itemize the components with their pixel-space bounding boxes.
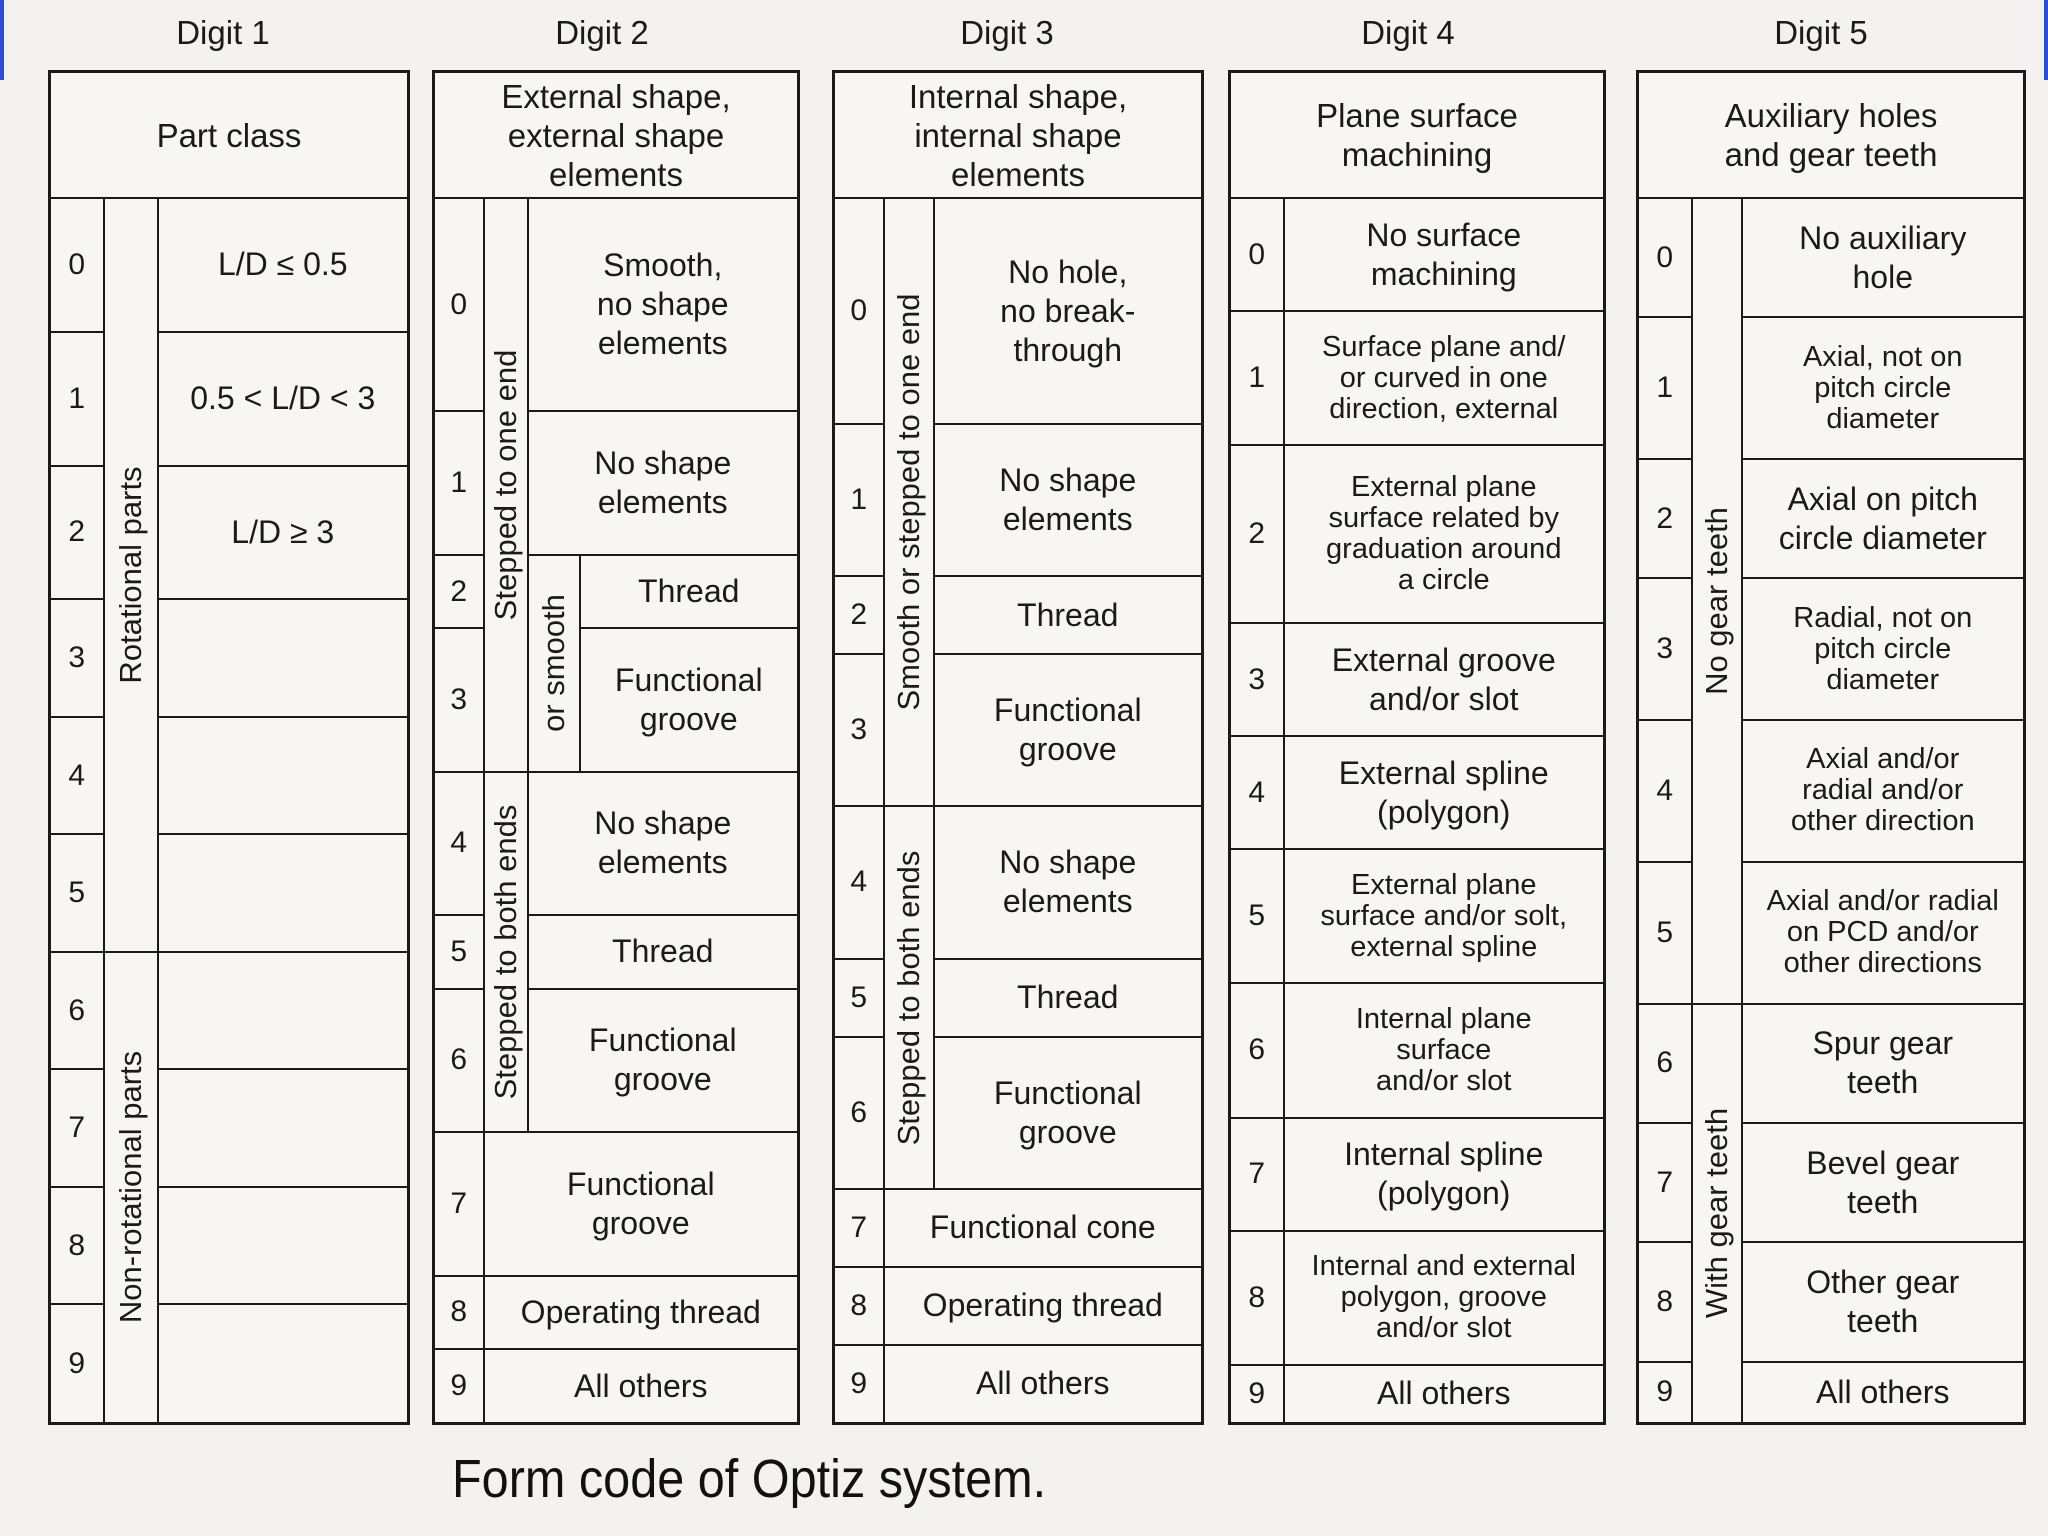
digit-5-cell: Spur gear teeth [1742, 1004, 2025, 1123]
digit-2-cell: Functional groove [580, 628, 799, 771]
digit-5-num: 1 [1638, 317, 1692, 459]
digit-3-num: 8 [834, 1267, 884, 1345]
digit-3-cell: No hole, no break- through [934, 198, 1203, 424]
digit-1-num: 9 [50, 1304, 104, 1423]
digit-1-cell: L/D ≥ 3 [158, 466, 409, 600]
digit-2-num: 0 [434, 198, 484, 411]
digit-5-cell: Axial and/or radial and/or other direction [1742, 720, 2025, 862]
digit-3-header: Internal shape, internal shape elements [834, 72, 1203, 199]
digit-4-header: Plane surface machining [1230, 72, 1605, 199]
digit-4-num: 2 [1230, 445, 1284, 623]
digit-5-num: 2 [1638, 459, 1692, 578]
digit-5-num: 6 [1638, 1004, 1692, 1123]
digit-2-cell: Functional groove [528, 989, 799, 1132]
digit-2-num: 9 [434, 1349, 484, 1423]
digit-3-cell: Functional cone [884, 1189, 1203, 1267]
digit-3-num: 6 [834, 1037, 884, 1189]
digit-4-num: 4 [1230, 736, 1284, 849]
digit-1-num: 4 [50, 717, 104, 834]
digit-5-table [1636, 70, 2026, 1425]
digit-5-header: Auxiliary holes and gear teeth [1638, 72, 2025, 199]
smooth-or-stepped-label: Smooth or stepped to one end [884, 198, 934, 806]
digit-2-cell: No shape elements [528, 411, 799, 554]
digit-5-cell: No auxiliary hole [1742, 198, 2025, 317]
digit-2-cell: Functional groove [484, 1132, 799, 1275]
digit-5-cell: Radial, not on pitch circle diameter [1742, 578, 2025, 720]
digit-5-num: 7 [1638, 1123, 1692, 1242]
digit-4-cell: All others [1284, 1365, 1605, 1424]
digit-2-num: 8 [434, 1276, 484, 1350]
digit-3-cell: All others [884, 1345, 1203, 1424]
digit-1-num: 2 [50, 466, 104, 600]
digit-1-cell: L/D ≤ 0.5 [158, 198, 409, 332]
digit-1-cell [158, 1304, 409, 1423]
digit-4-num: 0 [1230, 198, 1284, 311]
digit-2-num: 6 [434, 989, 484, 1132]
digit-5-title: Digit 5 [1774, 14, 1868, 51]
digit-3-num: 9 [834, 1345, 884, 1424]
digit-5-cell: Bevel gear teeth [1742, 1123, 2025, 1242]
digit-4-table [1228, 70, 1606, 1425]
non-rotational-parts-label: Non-rotational parts [104, 952, 158, 1424]
digit-4-num: 6 [1230, 983, 1284, 1117]
digit-4-num: 7 [1230, 1118, 1284, 1231]
rotational-parts-label: Rotational parts [104, 198, 158, 952]
stepped-both-ends-label: Stepped to both ends [884, 806, 934, 1188]
digit-3-num: 5 [834, 959, 884, 1037]
digit-1-cell [158, 834, 409, 951]
digit-1-header: Part class [50, 72, 409, 199]
digit-5-cell: All others [1742, 1362, 2025, 1424]
digit-4-num: 9 [1230, 1365, 1284, 1424]
digit-2-num: 7 [434, 1132, 484, 1275]
digit-1-cell: 0.5 < L/D < 3 [158, 332, 409, 466]
digit-1-title: Digit 1 [176, 14, 270, 51]
digit-3-cell: Thread [934, 959, 1203, 1037]
digit-1-num: 3 [50, 599, 104, 716]
stepped-both-ends-label: Stepped to both ends [484, 772, 528, 1132]
digit-3-num: 7 [834, 1189, 884, 1267]
digit-4-cell: Internal and external polygon, groove and/or slot [1284, 1231, 1605, 1365]
digit-2-cell: No shape elements [528, 772, 799, 915]
digit-2-num: 2 [434, 555, 484, 629]
digit-4-cell: External groove and/or slot [1284, 623, 1605, 736]
digit-4-cell: External plane surface and/or solt, external spline [1284, 849, 1605, 983]
digit-5-cell: Axial, not on pitch circle diameter [1742, 317, 2025, 459]
digit-2-cell: All others [484, 1349, 799, 1423]
digit-3-num: 0 [834, 198, 884, 424]
digit-4-num: 8 [1230, 1231, 1284, 1365]
digit-4-cell: External plane surface related by graduation around a circle [1284, 445, 1605, 623]
digit-4-cell: External spline (polygon) [1284, 736, 1605, 849]
digit-2-cell: Smooth, no shape elements [528, 198, 799, 411]
digit-4-cell: No surface machining [1284, 198, 1605, 311]
digit-5-num: 3 [1638, 578, 1692, 720]
digit-1-num: 6 [50, 952, 104, 1069]
digit-4-num: 3 [1230, 623, 1284, 736]
digit-5-num: 8 [1638, 1242, 1692, 1361]
digit-2-cell: Thread [528, 915, 799, 989]
digit-4-num: 5 [1230, 849, 1284, 983]
digit-4-title: Digit 4 [1361, 14, 1455, 51]
digit-1-cell [158, 717, 409, 834]
digit-2-header: External shape, external shape elements [434, 72, 799, 199]
digit-1-num: 8 [50, 1187, 104, 1304]
digit-2-table [432, 70, 800, 1425]
digit-3-cell: No shape elements [934, 806, 1203, 958]
digit-3-num: 1 [834, 424, 884, 576]
digit-2-num: 3 [434, 628, 484, 771]
window-edge-left [0, 0, 4, 80]
digit-2-num: 1 [434, 411, 484, 554]
digit-4-cell: Internal spline (polygon) [1284, 1118, 1605, 1231]
digit-3-cell: Functional groove [934, 654, 1203, 806]
window-edge-right [2044, 0, 2048, 80]
digit-1-cell [158, 1187, 409, 1304]
digit-1-num: 0 [50, 198, 104, 332]
digit-3-cell: Operating thread [884, 1267, 1203, 1345]
digit-4-num: 1 [1230, 311, 1284, 445]
or-smooth-label: or smooth [528, 555, 580, 772]
digit-1-cell [158, 1069, 409, 1186]
digit-5-cell: Axial on pitch circle diameter [1742, 459, 2025, 578]
digit-2-num: 4 [434, 772, 484, 915]
digit-5-num: 0 [1638, 198, 1692, 317]
figure-caption: Form code of Optiz system. [452, 1449, 1047, 1509]
digit-2-num: 5 [434, 915, 484, 989]
digit-1-table [48, 70, 410, 1425]
digit-5-num: 5 [1638, 862, 1692, 1004]
digit-5-num: 4 [1638, 720, 1692, 862]
digit-3-num: 3 [834, 654, 884, 806]
digit-3-num: 4 [834, 806, 884, 958]
digit-1-num: 7 [50, 1069, 104, 1186]
digit-1-num: 1 [50, 332, 104, 466]
no-gear-teeth-label: No gear teeth [1692, 198, 1742, 1004]
digit-2-cell: Operating thread [484, 1276, 799, 1350]
digit-5-num: 9 [1638, 1362, 1692, 1424]
with-gear-teeth-label: With gear teeth [1692, 1004, 1742, 1424]
digit-3-num: 2 [834, 576, 884, 654]
digit-3-title: Digit 3 [960, 14, 1054, 51]
digit-3-cell: Thread [934, 576, 1203, 654]
digit-2-title: Digit 2 [555, 14, 649, 51]
digit-1-cell [158, 952, 409, 1069]
stepped-one-end-label: Stepped to one end [484, 198, 528, 772]
digit-1-num: 5 [50, 834, 104, 951]
digit-3-cell: No shape elements [934, 424, 1203, 576]
digit-5-cell: Axial and/or radial on PCD and/or other directions [1742, 862, 2025, 1004]
digit-4-cell: Internal plane surface and/or slot [1284, 983, 1605, 1117]
digit-4-cell: Surface plane and/ or curved in one direction, external [1284, 311, 1605, 445]
digit-3-cell: Functional groove [934, 1037, 1203, 1189]
digit-1-cell [158, 599, 409, 716]
digit-5-cell: Other gear teeth [1742, 1242, 2025, 1361]
digit-2-cell: Thread [580, 555, 799, 629]
digit-3-table [832, 70, 1204, 1425]
